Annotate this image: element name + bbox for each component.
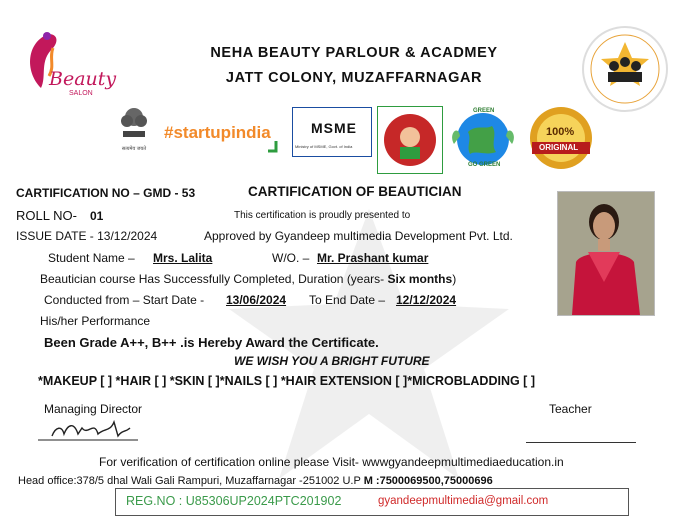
- seal-original: ORIGINAL: [539, 143, 579, 152]
- wo-label: W/O. –: [272, 251, 310, 265]
- student-name: Mrs. Lalita: [153, 251, 213, 265]
- roll-value: 01: [90, 209, 104, 223]
- course-desc: Beautician course Has Successfully Completed, Duration (years-: [40, 272, 385, 286]
- reg-box: [115, 488, 629, 516]
- parlour-title: NEHA BEAUTY PARLOUR & ACADMEY: [210, 45, 498, 61]
- skills-list: *MAKEUP [ ] *HAIR [ ] *SKIN [ ]*NAILS [ ] *HAIR EXTENSION [ ]*MICROBLADDING [ ]: [38, 374, 535, 388]
- parlour-address-title: JATT COLONY, MUZAFFARNAGAR: [225, 70, 483, 86]
- go-green-text: GO GREEN: [468, 162, 501, 168]
- verification-text: For verification of certification online please Visit- wwwgyandeepmultimediaeducation.in: [99, 455, 564, 469]
- national-emblem-icon: [112, 101, 156, 163]
- head-office-address: Head office:378/5 dhal Wali Gali Rampuri, Muzaffarnagar -251002 U.P: [18, 475, 361, 487]
- course-close: ): [452, 272, 457, 286]
- go-green-logo: [446, 104, 520, 174]
- head-office: [18, 475, 493, 487]
- startupindia-logo: #startupindia: [164, 123, 271, 142]
- msme-caption: Ministry of MSME, Govt. of India: [295, 144, 353, 149]
- conducted-label: Conducted from – Start Date -: [44, 293, 205, 307]
- grade-text: Been Grade A++, B++ .is Hereby Award the Certificate.: [44, 335, 379, 350]
- end-label: To End Date –: [309, 293, 386, 307]
- certificate: [4, 4, 694, 524]
- teacher-label: Teacher: [549, 402, 592, 416]
- mobile-numbers: M :7500069500,75000696: [363, 475, 493, 487]
- signature-image: [34, 414, 144, 446]
- cert-number: CARTIFICATION NO – GMD - 53: [16, 186, 196, 200]
- roll-label: ROLL NO-: [16, 208, 77, 223]
- email-address: gyandeepmultimedia@gmail.com: [378, 495, 549, 507]
- msme-logo: [292, 107, 372, 157]
- approved-text: Approved by Gyandeep multimedia Development Pvt. Ltd.: [204, 229, 513, 243]
- course-duration: Six months: [387, 272, 453, 286]
- seal-percent: 100%: [546, 126, 575, 138]
- issue-date: ISSUE DATE - 13/12/2024: [16, 229, 158, 243]
- wish-text: WE WISH YOU A BRIGHT FUTURE: [234, 354, 430, 368]
- cert-heading: CARTIFICATION OF BEAUTICIAN: [248, 184, 462, 199]
- presented-text: This certification is proudly presented to: [234, 210, 411, 221]
- salon-logo-text: SALON: [69, 90, 93, 97]
- start-date: 13/06/2024: [226, 293, 287, 307]
- green-top-text: GREEN: [473, 108, 495, 114]
- reg-number: REG.NO : U85306UP2024PTC201902: [126, 494, 342, 508]
- swachh-logo-icon: [377, 106, 443, 174]
- teacher-signature-line: [526, 442, 636, 443]
- wo-name: Mr. Prashant kumar: [317, 251, 429, 265]
- startupindia-swoosh-icon: [266, 139, 282, 153]
- msme-text: MSME: [311, 120, 357, 136]
- original-seal-icon: [526, 104, 596, 172]
- student-photo: [557, 191, 655, 316]
- performance-label: His/her Performance: [40, 314, 151, 328]
- emblem-caption: सत्यमेव जयते: [121, 146, 147, 152]
- managing-director-label: Managing Director: [44, 402, 143, 416]
- beauty-salon-logo: [19, 26, 117, 106]
- end-date: 12/12/2024: [396, 293, 457, 307]
- beauty-logo-text: Beauty: [49, 68, 117, 90]
- course-text: [40, 272, 456, 286]
- student-label: Student Name –: [48, 251, 135, 265]
- gyandeep-logo: [580, 24, 670, 114]
